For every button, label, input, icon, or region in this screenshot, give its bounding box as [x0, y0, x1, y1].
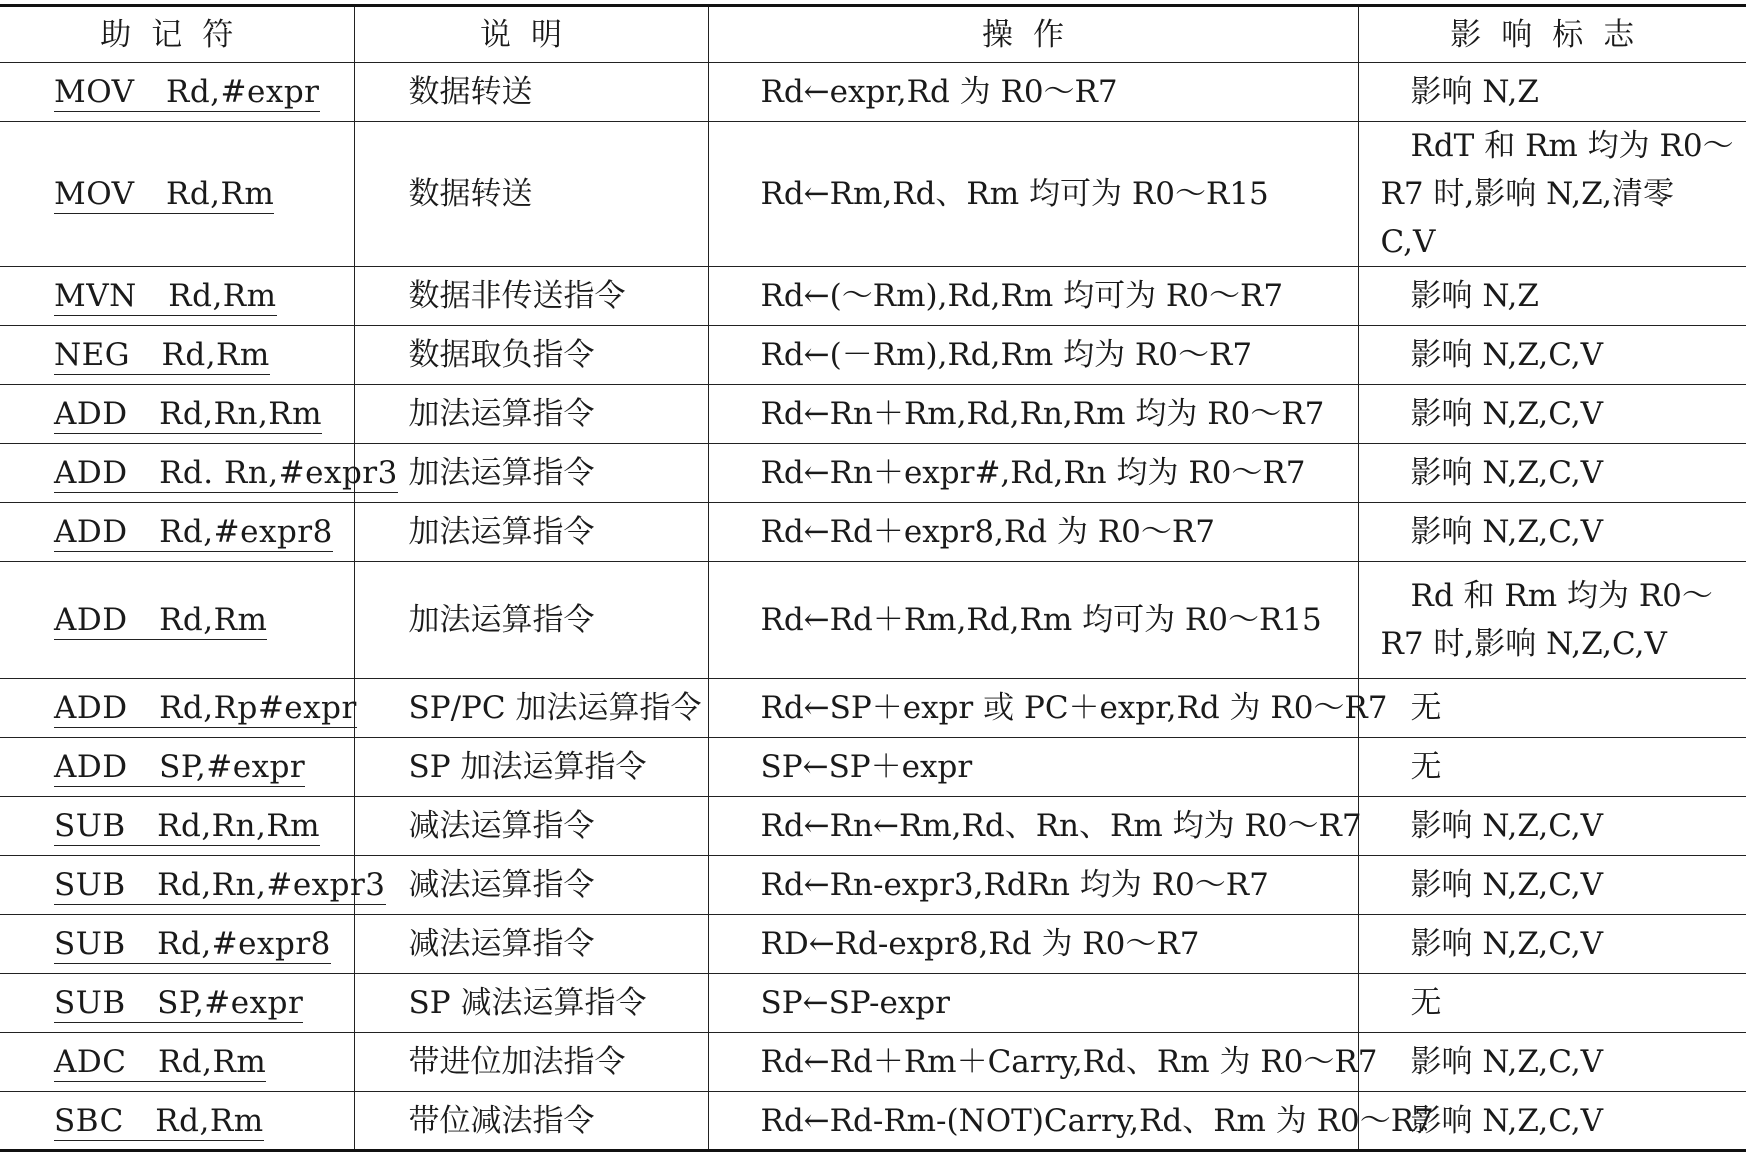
mnemonic-cell — [0, 1092, 354, 1151]
mnemonic-cell — [0, 738, 354, 797]
description-cell: 加法运算指令 — [354, 503, 708, 562]
mnemonic-text: ADD Rd. Rn,#expr3 — [54, 455, 398, 491]
mnemonic-cell — [0, 122, 354, 267]
mnemonic-text: ADD Rd,Rp#expr — [54, 690, 357, 726]
table-row — [0, 915, 1746, 974]
table-row — [0, 444, 1746, 503]
flags-cell: 影响 N,Z,C,V — [1358, 797, 1746, 856]
mnemonic-cell — [0, 797, 354, 856]
description-cell: 加法运算指令 — [354, 385, 708, 444]
flags-cell: 影响 N,Z,C,V — [1358, 915, 1746, 974]
table-row — [0, 122, 1746, 267]
mnemonic-text: SUB SP,#expr — [54, 985, 304, 1021]
operation-cell: Rd←Rn←Rm,Rd、Rn、Rm 均为 R0～R7 — [708, 797, 1358, 856]
mnemonic-cell — [0, 856, 386, 915]
mnemonic-text: MOV Rd,Rm — [54, 176, 275, 212]
description-cell: 数据转送 — [354, 122, 708, 267]
flags-cell: 无 — [1358, 738, 1746, 797]
mnemonic-text: SBC Rd,Rm — [54, 1102, 264, 1139]
mnemonic-cell — [0, 974, 354, 1033]
flags-cell: Rd 和 Rm 均为 R0～R7 时,影响 N,Z,C,V — [1358, 562, 1746, 679]
mnemonic-text: SUB Rd,Rn,Rm — [54, 808, 321, 844]
mnemonic-text: ADD Rd,Rn,Rm — [54, 396, 323, 432]
description-cell: 减法运算指令 — [354, 856, 708, 915]
mnemonic-text: MOV Rd,#expr — [54, 74, 320, 110]
operation-cell: Rd←SP＋expr 或 PC＋expr,Rd 为 R0～R7 — [708, 679, 1358, 738]
description-cell: 减法运算指令 — [354, 915, 708, 974]
operation-cell: SP←SP-expr — [708, 974, 1358, 1033]
table-row — [0, 326, 1746, 385]
operation-cell: SP←SP＋expr — [708, 738, 1358, 797]
flags-cell: 影响 N,Z,C,V — [1358, 1092, 1746, 1151]
flags-cell: RdT 和 Rm 均为 R0～R7 时,影响 N,Z,清零 C,V — [1358, 122, 1746, 267]
table-row — [0, 856, 1746, 915]
table-row — [0, 267, 1746, 326]
operation-cell: Rd←Rd-Rm-(NOT)Carry,Rd、Rm 为 R0～R7 — [708, 1092, 1358, 1151]
mnemonic-cell — [0, 915, 354, 974]
description-cell: SP/PC 加法运算指令 — [354, 679, 708, 738]
mnemonic-cell — [0, 562, 354, 679]
operation-cell: Rd←Rn＋expr#,Rd,Rn 均为 R0～R7 — [708, 444, 1358, 503]
header-operation: 操作 — [708, 6, 1358, 63]
description-cell: 数据取负指令 — [354, 326, 708, 385]
instruction-table — [0, 4, 1746, 1152]
table-row — [0, 385, 1746, 444]
header-description: 说明 — [354, 6, 708, 63]
description-cell: 加法运算指令 — [354, 562, 708, 679]
description-cell: 数据非传送指令 — [354, 267, 708, 326]
operation-cell: Rd←Rn＋Rm,Rd,Rn,Rm 均为 R0～R7 — [708, 385, 1358, 444]
operation-cell: Rd←(－Rm),Rd,Rm 均为 R0～R7 — [708, 326, 1358, 385]
table-row — [0, 1092, 1746, 1151]
description-cell: 加法运算指令 — [354, 444, 708, 503]
table-row — [0, 1033, 1746, 1092]
description-cell: 减法运算指令 — [354, 797, 708, 856]
operation-cell: Rd←Rm,Rd、Rm 均可为 R0～R15 — [708, 122, 1358, 267]
operation-cell: Rd←Rd＋expr8,Rd 为 R0～R7 — [708, 503, 1358, 562]
mnemonic-cell — [0, 679, 357, 738]
operation-cell: Rd←expr,Rd 为 R0～R7 — [708, 63, 1358, 122]
header-mnemonic: 助记符 — [0, 6, 354, 63]
header-flags: 影响标志 — [1358, 6, 1746, 63]
description-cell: 带位减法指令 — [354, 1092, 708, 1151]
mnemonic-cell — [0, 267, 354, 326]
table-row — [0, 679, 1746, 738]
mnemonic-cell — [0, 1033, 354, 1092]
flags-cell: 无 — [1358, 974, 1746, 1033]
operation-cell: Rd←Rn-expr3,RdRn 均为 R0～R7 — [708, 856, 1358, 915]
table-row — [0, 63, 1746, 122]
operation-cell: Rd←Rd＋Rm,Rd,Rm 均可为 R0～R15 — [708, 562, 1358, 679]
mnemonic-text: NEG Rd,Rm — [54, 337, 270, 373]
mnemonic-text: ADD Rd,#expr8 — [54, 514, 333, 550]
table-body — [0, 63, 1746, 1151]
mnemonic-cell — [0, 444, 398, 503]
table-row — [0, 797, 1746, 856]
header-row — [0, 6, 1746, 63]
mnemonic-text: ADD Rd,Rm — [54, 602, 268, 638]
flags-cell: 影响 N,Z,C,V — [1358, 385, 1746, 444]
table-header — [0, 6, 1746, 63]
mnemonic-text: SUB Rd,#expr8 — [54, 926, 331, 962]
table-row — [0, 974, 1746, 1033]
flags-cell: 影响 N,Z,C,V — [1358, 326, 1746, 385]
mnemonic-text: ADD SP,#expr — [54, 749, 306, 785]
mnemonic-cell — [0, 385, 354, 444]
operation-cell: RD←Rd-expr8,Rd 为 R0～R7 — [708, 915, 1358, 974]
flags-cell: 影响 N,Z,C,V — [1358, 503, 1746, 562]
table-row — [0, 738, 1746, 797]
flags-cell: 无 — [1358, 679, 1746, 738]
description-cell: 带进位加法指令 — [354, 1033, 708, 1092]
flags-cell: 影响 N,Z — [1358, 267, 1746, 326]
mnemonic-cell — [0, 326, 354, 385]
flags-cell: 影响 N,Z — [1358, 63, 1746, 122]
table-row — [0, 503, 1746, 562]
mnemonic-cell — [0, 63, 354, 122]
description-cell: SP 加法运算指令 — [354, 738, 708, 797]
operation-cell: Rd←(～Rm),Rd,Rm 均可为 R0～R7 — [708, 267, 1358, 326]
description-cell: SP 减法运算指令 — [354, 974, 708, 1033]
mnemonic-text: SUB Rd,Rn,#expr3 — [54, 867, 386, 903]
flags-cell: 影响 N,Z,C,V — [1358, 444, 1746, 503]
table-row — [0, 562, 1746, 679]
mnemonic-text: MVN Rd,Rm — [54, 278, 277, 314]
description-cell: 数据转送 — [354, 63, 708, 122]
mnemonic-cell — [0, 503, 354, 562]
flags-cell: 影响 N,Z,C,V — [1358, 1033, 1746, 1092]
mnemonic-text: ADC Rd,Rm — [54, 1044, 267, 1080]
flags-cell: 影响 N,Z,C,V — [1358, 856, 1746, 915]
operation-cell: Rd←Rd＋Rm＋Carry,Rd、Rm 为 R0～R7 — [708, 1033, 1358, 1092]
